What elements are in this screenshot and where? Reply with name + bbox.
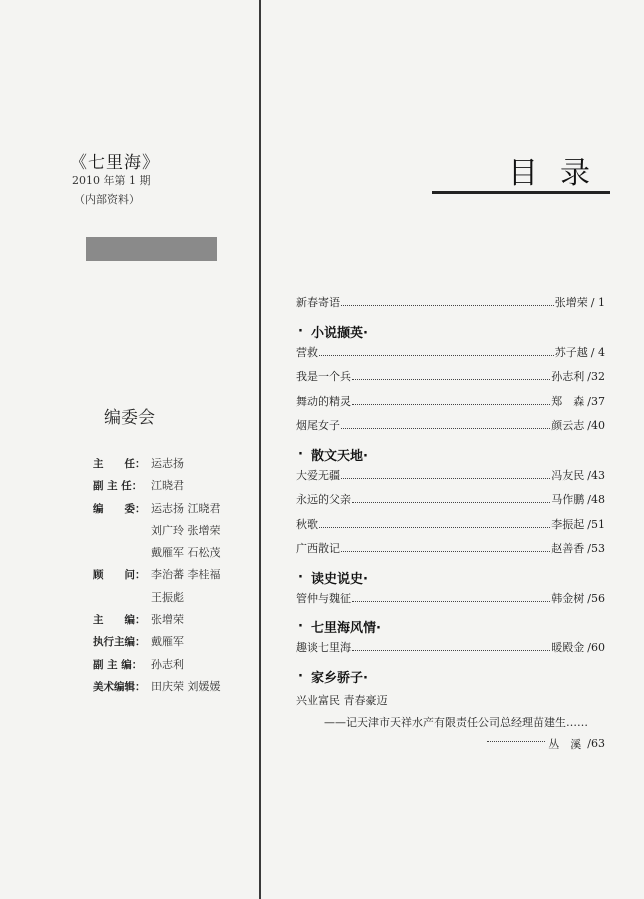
entry-title: 广西散记	[296, 542, 340, 555]
board-role	[93, 542, 151, 564]
board-names: 张增荣	[151, 613, 184, 627]
board-row	[93, 609, 221, 631]
board-names: 运志扬	[151, 457, 184, 470]
toc-entry	[296, 491, 605, 516]
toc-entry	[296, 467, 605, 492]
board-row	[93, 676, 221, 698]
section-bullet: ·	[298, 446, 303, 462]
entry-title: 我是一个兵	[296, 370, 351, 383]
toc-entry	[296, 516, 605, 541]
title-underline	[432, 191, 610, 194]
entry-page: /56	[587, 591, 605, 605]
entry-author: 颜云志	[551, 419, 585, 432]
board-row	[93, 475, 221, 497]
entry-author: 韩金树	[551, 591, 585, 605]
entry-page: /63	[587, 737, 605, 750]
magazine-issue: 2010 年第 1 期	[72, 174, 151, 187]
section-name: 小说撷英·	[310, 325, 368, 341]
board-role: 顾 问：	[93, 569, 146, 582]
dot-leader	[352, 650, 550, 651]
entry-author: 马作鹏	[551, 493, 585, 506]
section-bullet: ·	[298, 569, 303, 585]
board-role	[93, 520, 151, 542]
toc-entry	[296, 540, 605, 565]
entry-title: 趣谈七里海	[296, 641, 351, 654]
board-names: 王振彪	[151, 590, 184, 604]
entry-author: 孙志利	[551, 370, 585, 383]
editorial-board	[93, 453, 221, 698]
entry-title: 大爱无疆	[296, 468, 340, 482]
entry-author: 张增荣	[554, 296, 588, 309]
entry-page: /43	[587, 468, 605, 482]
board-role: 执行主编：	[93, 636, 146, 649]
dot-leader	[352, 404, 550, 405]
dot-leader	[352, 502, 550, 503]
board-role: 副 主 编：	[93, 658, 143, 671]
section-name: 家乡骄子·	[310, 670, 368, 686]
final-entry-byline	[296, 733, 605, 755]
entry-author: 暖殿金	[551, 641, 585, 654]
board-names: 李治蕃 李桂福	[151, 568, 221, 582]
board-names: 运志扬 江晓君	[151, 501, 221, 515]
entry-page: / 1	[590, 296, 605, 309]
toc-entry	[296, 368, 605, 393]
toc-entry	[296, 639, 605, 664]
dot-leader	[319, 527, 550, 528]
section-heading	[298, 664, 605, 689]
board-names: 刘广玲 张增荣	[151, 523, 221, 537]
section-bullet: ·	[298, 668, 303, 684]
board-row	[93, 453, 221, 475]
toc-entry	[296, 417, 605, 442]
board-row	[93, 564, 221, 586]
column-divider	[259, 0, 261, 899]
board-names: 孙志利	[151, 657, 184, 671]
entry-author: 丛 溪	[548, 737, 582, 751]
section-name: 七里海风情·	[310, 621, 381, 636]
entry-page: /48	[587, 493, 605, 506]
editorial-board-title: 编委会	[104, 408, 155, 428]
section-heading	[298, 442, 605, 467]
dot-leader	[341, 478, 550, 479]
dot-leader	[341, 551, 550, 552]
section-heading	[298, 565, 605, 590]
entry-title: 新春寄语	[296, 296, 340, 309]
entry-author: 郑 森	[551, 394, 585, 408]
toc-entry	[296, 393, 605, 418]
final-entry-subtitle: ——记天津市天祥水产有限责任公司总经理苗建生……	[324, 715, 588, 729]
entry-title: 舞动的精灵	[296, 394, 351, 408]
entry-page: /32	[587, 370, 605, 383]
entry-title: 管仲与魏征	[296, 591, 351, 605]
entry-title: 营救	[296, 345, 318, 359]
board-role: 副 主 任：	[93, 480, 143, 493]
entry-author: 苏子越	[554, 345, 588, 359]
section-heading	[298, 319, 605, 344]
final-entry-title: 兴业富民 青春豪迈	[296, 693, 388, 707]
toc-entry	[296, 590, 605, 615]
board-role: 美术编辑：	[93, 680, 146, 693]
entry-title: 烟尾女子	[296, 419, 340, 432]
dot-leader	[341, 428, 550, 429]
board-row	[93, 542, 221, 564]
entry-title: 永远的父亲	[296, 493, 351, 506]
board-names: 戴雁军	[151, 635, 184, 649]
board-row	[93, 631, 221, 653]
dot-leader	[319, 355, 554, 356]
entry-author: 赵善香	[551, 542, 585, 555]
board-role: 主 编：	[93, 614, 146, 627]
toc-entry	[296, 344, 605, 369]
entry-page: /51	[587, 517, 605, 531]
board-row	[93, 520, 221, 542]
entry-author: 冯友民	[551, 468, 585, 482]
entry-page: /60	[587, 641, 605, 654]
entry-page: / 4	[590, 345, 605, 359]
gray-bar	[86, 237, 217, 261]
dot-leader	[487, 741, 545, 742]
table-of-contents	[296, 294, 605, 755]
magazine-title: 《七里海》	[70, 153, 160, 173]
board-role	[93, 587, 151, 609]
board-role: 主 任：	[93, 458, 146, 470]
dot-leader	[352, 601, 550, 602]
board-row	[93, 498, 221, 520]
section-heading	[298, 614, 605, 639]
section-bullet: ·	[298, 619, 303, 634]
entry-page: /53	[587, 542, 605, 555]
board-names: 戴雁军 石松茂	[151, 546, 221, 560]
entry-page: /40	[587, 419, 605, 432]
dot-leader	[352, 379, 550, 380]
magazine-note: （内部资料）	[74, 193, 140, 206]
dot-leader	[341, 305, 554, 306]
board-role: 编 委：	[93, 502, 146, 515]
section-name: 读史说史·	[310, 571, 368, 587]
toc-heading: 目录	[508, 156, 612, 191]
entry-author: 李振起	[551, 517, 585, 531]
section-name: 散文天地·	[310, 448, 368, 464]
section-bullet: ·	[298, 323, 303, 339]
board-row	[93, 654, 221, 676]
board-row	[93, 587, 221, 609]
entry-title: 秋歌	[296, 517, 318, 531]
toc-entry	[296, 294, 605, 319]
entry-page: /37	[587, 394, 605, 408]
board-names: 江晓君	[151, 479, 184, 493]
board-names: 田庆荣 刘媛媛	[151, 679, 221, 693]
